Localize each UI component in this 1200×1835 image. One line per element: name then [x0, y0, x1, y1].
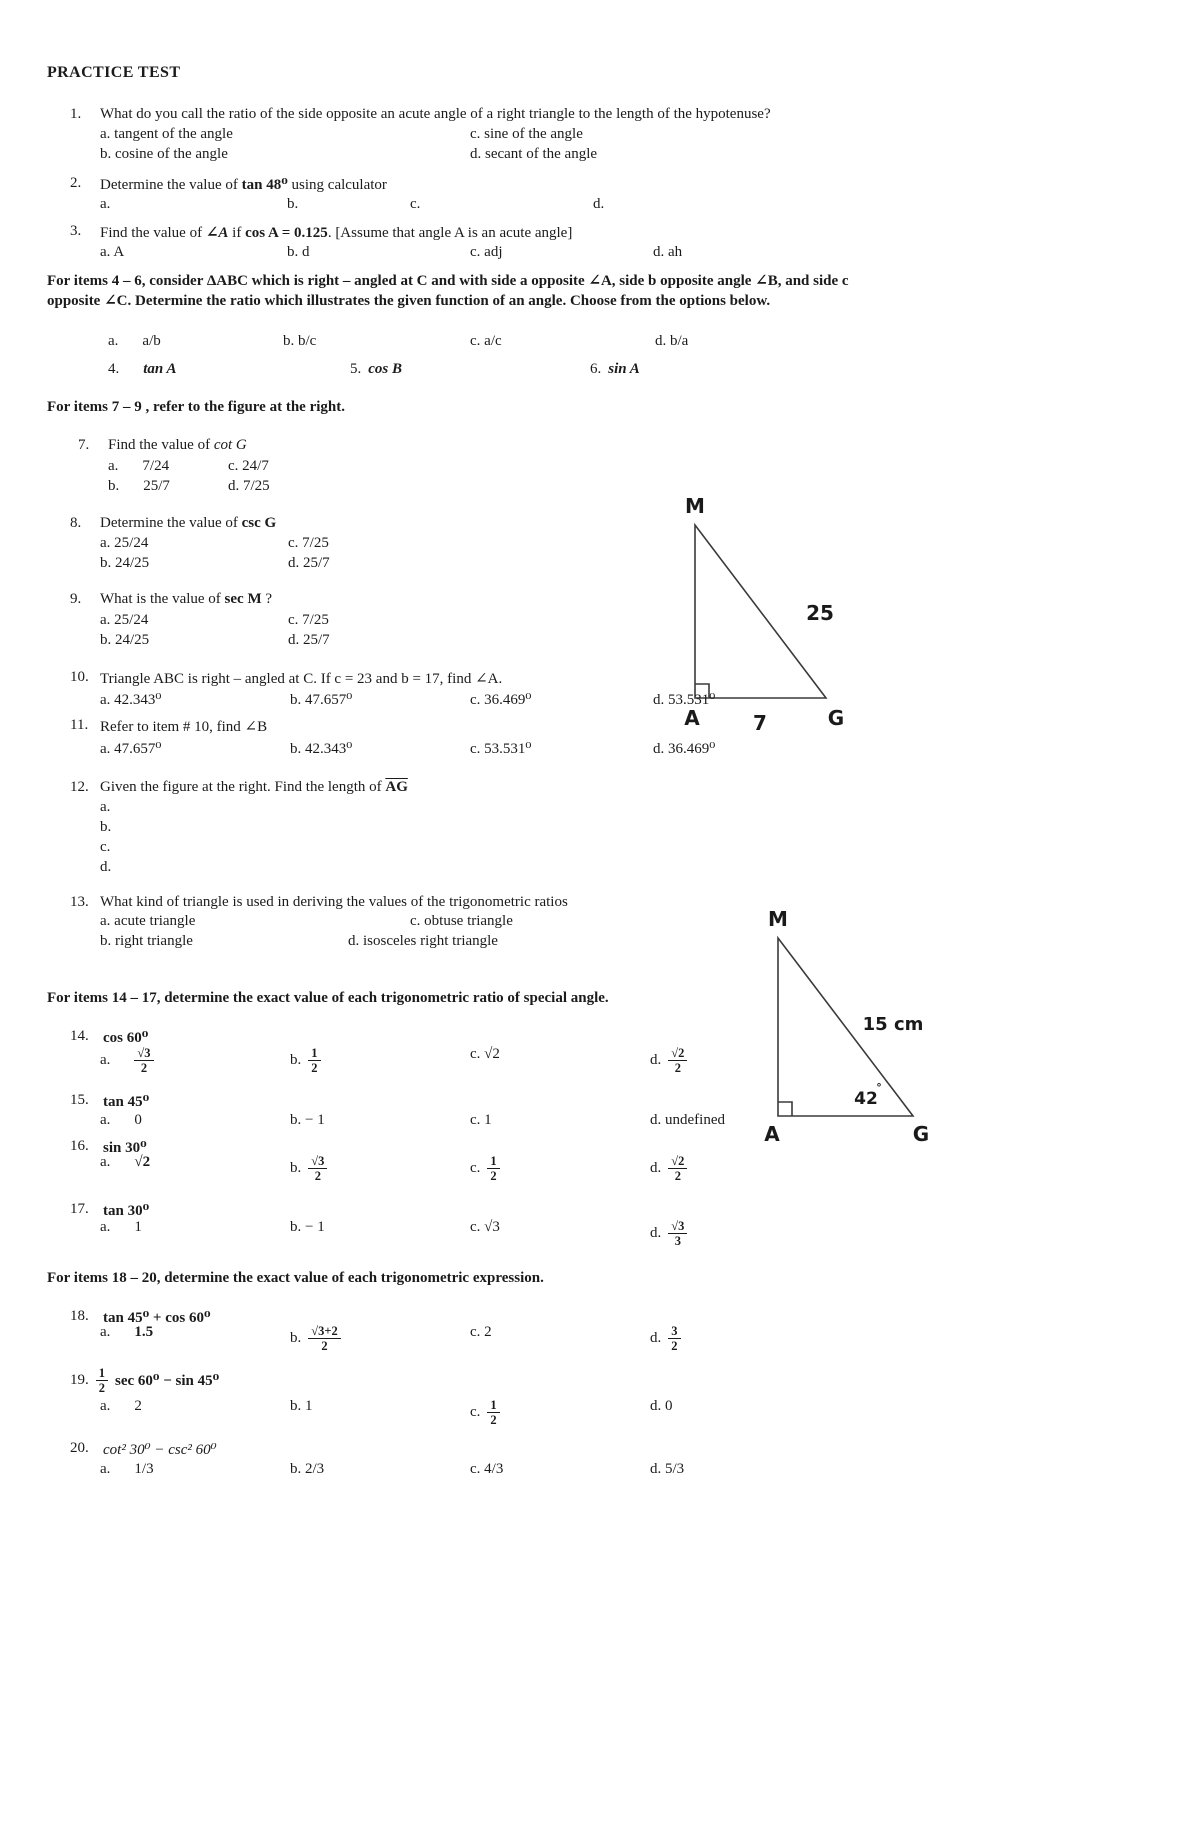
question-7 [0, 437, 1200, 457]
triangle-1-vertex-m-label: M [685, 494, 705, 518]
q17-option-a-letter: a. [100, 1219, 111, 1235]
items-18-20-header [0, 1270, 1200, 1290]
q14-option-d [650, 1046, 687, 1076]
q14-options-row [0, 1046, 1200, 1086]
q19-option-b [290, 1398, 313, 1415]
question-17 [0, 1201, 1200, 1221]
items-14-17-header [0, 990, 1200, 1010]
q9-options-row-1 [0, 612, 1200, 632]
q3-math-2: cos A = 0.125 [245, 225, 328, 241]
q18-option-d-letter: d. [650, 1330, 662, 1347]
q11-option-c: c. 53.531⁰ [470, 741, 532, 757]
q12-option-b: b. [100, 819, 112, 835]
q8-options-row-2 [0, 555, 1200, 575]
q14-option-a-denominator: 2 [140, 1061, 148, 1076]
items-4-6-option-d: d. b/a [655, 333, 689, 349]
item-6 [590, 361, 640, 378]
items-4-6-option-b: b. b/c [283, 333, 317, 349]
items-18-20-header-text: For items 18 – 20, determine the exact value of each trigonometric expression. [47, 1270, 544, 1286]
q2-text [100, 175, 387, 194]
item-6-math: sin A [608, 361, 640, 377]
triangle-2-vertex-m-label: M [768, 908, 788, 931]
q12-option-d-row [0, 859, 1200, 879]
q19-options-row [0, 1398, 1200, 1438]
q14-option-d-denominator: 2 [674, 1061, 681, 1076]
items-4-6-header-text-2: opposite ∠C. Determine the ratio which illustrates the given function of an angle. Choose from the options below. [47, 293, 771, 309]
triangle-1-hypotenuse-label: 25 [806, 601, 834, 625]
q19-option-a-letter: a. [100, 1398, 111, 1414]
q9-option-d: d. 25/7 [288, 632, 330, 648]
q8-pre: Determine the value of [100, 515, 242, 531]
q16-option-a-letter: a. [100, 1154, 111, 1170]
q3-number: 3. [70, 223, 82, 239]
q14-option-b-numerator: 1 [308, 1046, 320, 1061]
q17-options-row [0, 1219, 1200, 1259]
q14-option-b-fraction [308, 1046, 320, 1076]
question-1 [0, 106, 1200, 126]
q18-option-d [650, 1324, 681, 1354]
q2-option-a: a. [100, 196, 111, 212]
q14-number: 14. [70, 1028, 89, 1044]
q13-option-c: c. obtuse triangle [410, 913, 513, 929]
q15-number: 15. [70, 1092, 89, 1108]
q9-math: sec M [224, 591, 262, 607]
q16-option-a [100, 1154, 150, 1171]
q1-option-c: c. sine of the angle [470, 126, 583, 142]
q16-option-c [470, 1154, 500, 1184]
q14-option-b-letter: b. [290, 1052, 302, 1069]
q10-option-b: b. 47.657⁰ [290, 692, 353, 708]
q16-option-b-denominator: 2 [314, 1169, 321, 1184]
question-10 [0, 669, 1200, 689]
q15-option-a-letter: a. [100, 1112, 111, 1128]
items-7-9-header [0, 399, 1200, 419]
q18-option-c [470, 1324, 492, 1341]
q17-option-d-denominator: 3 [674, 1234, 681, 1249]
q19-math: sec 60⁰ − sin 45⁰ [115, 1373, 220, 1390]
q12-number: 12. [70, 779, 89, 795]
q20-option-d: d. 5/3 [650, 1461, 685, 1477]
q2-options-row [0, 196, 1200, 216]
q12-option-b-row [0, 819, 1200, 839]
q3-options-row [0, 244, 1200, 264]
q17-number: 17. [70, 1201, 89, 1217]
q9-text [100, 591, 272, 608]
q18-option-d-fraction [668, 1324, 680, 1354]
q1-options-row-1 [0, 126, 1200, 146]
q15-math: tan 45⁰ [103, 1094, 150, 1110]
q2-option-b: b. [287, 196, 299, 212]
q11-option-d: d. 36.469⁰ [653, 741, 716, 757]
q20-option-a-letter: a. [100, 1461, 111, 1477]
q20-option-a [100, 1461, 154, 1478]
q3-math-1: ∠A [205, 225, 229, 241]
q11-options-row [0, 739, 1200, 759]
q15-option-a [100, 1112, 142, 1129]
q18-option-c-text: c. 2 [470, 1324, 492, 1340]
q14-option-d-letter: d. [650, 1052, 662, 1069]
q11-text: Refer to item # 10, find ∠B [100, 719, 268, 735]
q20-math: cot² 30⁰ − csc² 60⁰ [103, 1442, 217, 1458]
q8-options-row-1 [0, 535, 1200, 555]
q20-option-b: b. 2/3 [290, 1461, 325, 1477]
q14-option-d-numerator: √2 [668, 1046, 687, 1061]
q18-option-b [290, 1324, 341, 1354]
q13-number: 13. [70, 894, 89, 910]
q17-option-d-fraction [668, 1219, 687, 1249]
q1-number: 1. [70, 106, 82, 122]
triangle-1-vertex-a-label: A [684, 706, 700, 730]
q9-post: ? [261, 591, 273, 607]
items-4-6-option-c: c. a/c [470, 333, 502, 349]
q15-option-d: d. undefined [650, 1112, 725, 1128]
q2-option-d: d. [593, 196, 605, 212]
q19-option-c-numerator: 1 [487, 1398, 499, 1413]
q7-pre: Find the value of [108, 437, 214, 453]
q9-pre: What is the value of [100, 591, 225, 607]
items-4-6-header-text-1: For items 4 – 6, consider ΔABC which is right – angled at C and with side a opposite ∠A, side b opposite angle ∠B, and side c [47, 273, 849, 289]
q11-option-b: b. 42.343⁰ [290, 741, 353, 757]
q2-pre: Determine the value of [100, 177, 242, 193]
items-4-6-header-line-1 [0, 271, 1200, 291]
q7-option-a [108, 458, 169, 475]
q16-option-d-numerator: √2 [668, 1154, 687, 1169]
q13-text: What kind of triangle is used in deriving the values of the trigonometric ratios [100, 894, 568, 910]
question-13 [0, 894, 1200, 914]
q7-number: 7. [78, 437, 90, 453]
q3-option-c: c. adj [470, 244, 503, 260]
q3-text [100, 223, 572, 242]
q13-options-row-2 [0, 933, 1200, 953]
q19-option-c-fraction [487, 1398, 499, 1428]
item-5-math: cos B [368, 361, 402, 377]
q8-option-b: b. 24/25 [100, 555, 150, 571]
q18-option-d-denominator: 2 [671, 1339, 678, 1354]
question-9 [0, 591, 1200, 611]
items-4-6-option-a [108, 333, 161, 350]
q17-option-d [650, 1219, 687, 1249]
q16-option-c-numerator: 1 [487, 1154, 499, 1169]
q7-option-b-letter: b. [108, 478, 120, 494]
q7-option-b [108, 478, 170, 495]
q16-option-a-value: √2 [134, 1154, 151, 1170]
q7-math: cot G [213, 437, 247, 453]
q9-option-a: a. 25/24 [100, 612, 149, 628]
q19-option-b-text: b. 1 [290, 1398, 313, 1414]
triangle-2-vertex-a-label: A [764, 1122, 780, 1146]
q20-option-a-value: 1/3 [134, 1461, 154, 1477]
item-5 [350, 361, 402, 378]
q7-options-row-2 [0, 478, 1200, 498]
q17-math: tan 30⁰ [103, 1203, 150, 1219]
q20-option-c: c. 4/3 [470, 1461, 504, 1477]
q9-option-b: b. 24/25 [100, 632, 150, 648]
q17-option-c-text: c. √3 [470, 1219, 500, 1235]
q15-option-b: b. − 1 [290, 1112, 325, 1128]
q12-pre: Given the figure at the right. Find the length of [100, 779, 386, 795]
q9-options-row-2 [0, 632, 1200, 652]
q8-text [100, 515, 276, 532]
q2-math: tan 48⁰ [241, 177, 288, 193]
question-3 [0, 223, 1200, 243]
q12-option-c-row [0, 839, 1200, 859]
q17-option-a-value: 1 [134, 1219, 142, 1235]
items-4-6-option-a-letter: a. [108, 333, 119, 349]
q20-options-row [0, 1461, 1200, 1481]
q8-option-c: c. 7/25 [288, 535, 329, 551]
q13-option-a: a. acute triangle [100, 913, 196, 929]
q3-option-b: b. d [287, 244, 310, 260]
items-14-17-header-text: For items 14 – 17, determine the exact value of each trigonometric ratio of special angle. [47, 990, 609, 1006]
q3-option-d: d. ah [653, 244, 683, 260]
q12-segment-ag: $\overline{AG}$ [385, 779, 408, 795]
triangle-1-base-label: 7 [753, 711, 767, 735]
question-15 [0, 1092, 1200, 1112]
q16-option-b [290, 1154, 327, 1184]
item-6-number: 6. [590, 361, 602, 377]
q14-option-d-fraction [668, 1046, 687, 1076]
q16-options-row [0, 1154, 1200, 1194]
q7-option-d: d. 7/25 [228, 478, 270, 494]
q2-post: using calculator [287, 177, 387, 193]
q17-option-b [290, 1219, 325, 1236]
page-title: PRACTICE TEST [47, 64, 181, 81]
q17-option-c [470, 1219, 500, 1236]
q12-option-d: d. [100, 859, 112, 875]
q19-number: 19. [70, 1372, 89, 1389]
q12-text [100, 779, 408, 796]
triangle-1-vertex-g-label: G [827, 706, 845, 730]
q2-option-c: c. [410, 196, 421, 212]
q10-option-c: c. 36.469⁰ [470, 692, 532, 708]
q16-option-b-numerator: √3 [308, 1154, 327, 1169]
q19-option-d-text: d. 0 [650, 1398, 673, 1414]
items-4-6-options-row [0, 333, 1200, 353]
triangle-2-vertex-g-label: G [912, 1122, 930, 1146]
q7-option-a-value: 7/24 [142, 458, 170, 474]
header-row [0, 64, 1200, 84]
q7-options-row-1 [0, 458, 1200, 478]
q1-options-row-2 [0, 146, 1200, 166]
q8-math: csc G [241, 515, 277, 531]
q19-coefficient-numerator: 1 [96, 1366, 108, 1381]
q10-option-d: d. 53.531⁰ [653, 692, 716, 708]
q1-option-b: b. cosine of the angle [100, 146, 228, 162]
q18-option-b-numerator: √3+2 [308, 1324, 340, 1339]
q3-pre: Find the value of [100, 225, 206, 241]
q3-post: . [Assume that angle A is an acute angle] [327, 225, 573, 241]
triangle-2-angle-label: 42 [854, 1089, 878, 1109]
q8-option-a: a. 25/24 [100, 535, 149, 551]
q14-math: cos 60⁰ [103, 1030, 149, 1046]
q9-number: 9. [70, 591, 82, 607]
q16-option-c-fraction [487, 1154, 499, 1184]
q12-option-a: a. [100, 799, 111, 815]
q16-option-c-letter: c. [470, 1160, 481, 1177]
triangle-2-hypotenuse-label: 15 cm [862, 1014, 924, 1035]
q10-text: Triangle ABC is right – angled at C. If c = 23 and b = 17, find ∠A. [100, 671, 503, 687]
q11-number: 11. [70, 717, 89, 733]
q8-option-d: d. 25/7 [288, 555, 330, 571]
q10-options-row [0, 690, 1200, 710]
q18-option-b-denominator: 2 [321, 1339, 328, 1354]
q19-option-d [650, 1398, 673, 1415]
q15-option-a-value: 0 [134, 1112, 142, 1128]
q14-option-c-text: c. √2 [470, 1046, 500, 1062]
q10-option-a: a. 42.343⁰ [100, 692, 162, 708]
item-5-number: 5. [350, 361, 362, 377]
q18-math: tan 45⁰ + cos 60⁰ [103, 1310, 211, 1326]
q15-option-c: c. 1 [470, 1112, 492, 1128]
q16-option-d-fraction [668, 1154, 687, 1184]
q9-option-c: c. 7/25 [288, 612, 329, 628]
q17-option-d-letter: d. [650, 1225, 662, 1242]
q14-option-b-denominator: 2 [311, 1061, 318, 1076]
q17-option-d-numerator: √3 [668, 1219, 687, 1234]
triangle-2-angle-degree-symbol: ° [876, 1081, 882, 1094]
q19-coefficient-fraction [96, 1366, 108, 1396]
q13-option-d: d. isosceles right triangle [348, 933, 498, 949]
q19-coefficient-denominator: 2 [98, 1381, 105, 1396]
q14-option-c [470, 1046, 500, 1063]
q16-option-d-letter: d. [650, 1160, 662, 1177]
q13-options-row-1 [0, 913, 1200, 933]
item-4 [108, 361, 176, 378]
question-11 [0, 717, 1200, 737]
q16-option-b-letter: b. [290, 1160, 302, 1177]
q14-option-a-letter: a. [100, 1052, 111, 1069]
q20-number: 20. [70, 1440, 89, 1456]
q13-option-b: b. right triangle [100, 933, 193, 949]
q18-number: 18. [70, 1308, 89, 1324]
question-14 [0, 1028, 1200, 1048]
question-20 [0, 1440, 1200, 1460]
q11-option-a: a. 47.657⁰ [100, 741, 162, 757]
item-4-number: 4. [108, 361, 120, 377]
q18-option-a [100, 1324, 153, 1341]
q1-option-a: a. tangent of the angle [100, 126, 233, 142]
q17-option-a [100, 1219, 142, 1236]
q17-option-b-text: b. − 1 [290, 1219, 325, 1235]
q19-option-c [470, 1398, 500, 1428]
q16-math: sin 30⁰ [103, 1140, 147, 1156]
q18-option-b-fraction [308, 1324, 340, 1354]
q1-text: What do you call the ratio of the side opposite an acute angle of a right triangle to the length of the hypotenuse? [100, 106, 771, 122]
q16-number: 16. [70, 1138, 89, 1154]
q19-option-c-letter: c. [470, 1404, 481, 1421]
q18-option-d-numerator: 3 [668, 1324, 680, 1339]
q19-stem [70, 1366, 219, 1396]
q7-text [108, 437, 247, 454]
q19-option-a [100, 1398, 142, 1415]
q7-option-a-letter: a. [108, 458, 119, 474]
q16-option-b-fraction [308, 1154, 327, 1184]
q18-option-a-letter: a. [100, 1324, 111, 1340]
item-4-math: tan A [143, 361, 177, 377]
q19-option-a-value: 2 [134, 1398, 142, 1414]
q16-option-c-denominator: 2 [490, 1169, 497, 1184]
q2-number: 2. [70, 175, 82, 191]
q8-number: 8. [70, 515, 82, 531]
items-4-6-row [0, 361, 1200, 381]
question-12 [0, 779, 1200, 799]
items-4-6-option-a-value: a/b [142, 333, 161, 349]
q18-options-row [0, 1324, 1200, 1364]
q7-option-c: c. 24/7 [228, 458, 269, 474]
q1-option-d: d. secant of the angle [470, 146, 598, 162]
question-2 [0, 175, 1200, 195]
items-7-9-header-text: For items 7 – 9 , refer to the figure at the right. [47, 399, 345, 415]
q7-option-b-value: 25/7 [143, 478, 170, 494]
q10-number: 10. [70, 669, 89, 685]
question-8 [0, 515, 1200, 535]
q14-option-a-numerator: √3 [134, 1046, 153, 1061]
q14-option-a-fraction [134, 1046, 153, 1076]
q16-option-d-denominator: 2 [674, 1169, 681, 1184]
q14-option-a [100, 1046, 154, 1076]
q14-option-b [290, 1046, 321, 1076]
q18-option-b-letter: b. [290, 1330, 302, 1347]
q15-options-row [0, 1112, 1200, 1132]
q3-option-a: a. A [100, 244, 125, 260]
q19-option-c-denominator: 2 [490, 1413, 497, 1428]
q18-option-a-value: 1.5 [134, 1324, 154, 1340]
q12-option-a-row [0, 799, 1200, 819]
q3-mid: if [228, 225, 246, 241]
q16-option-d [650, 1154, 687, 1184]
items-4-6-header-line-2 [0, 291, 1200, 311]
q12-option-c: c. [100, 839, 111, 855]
